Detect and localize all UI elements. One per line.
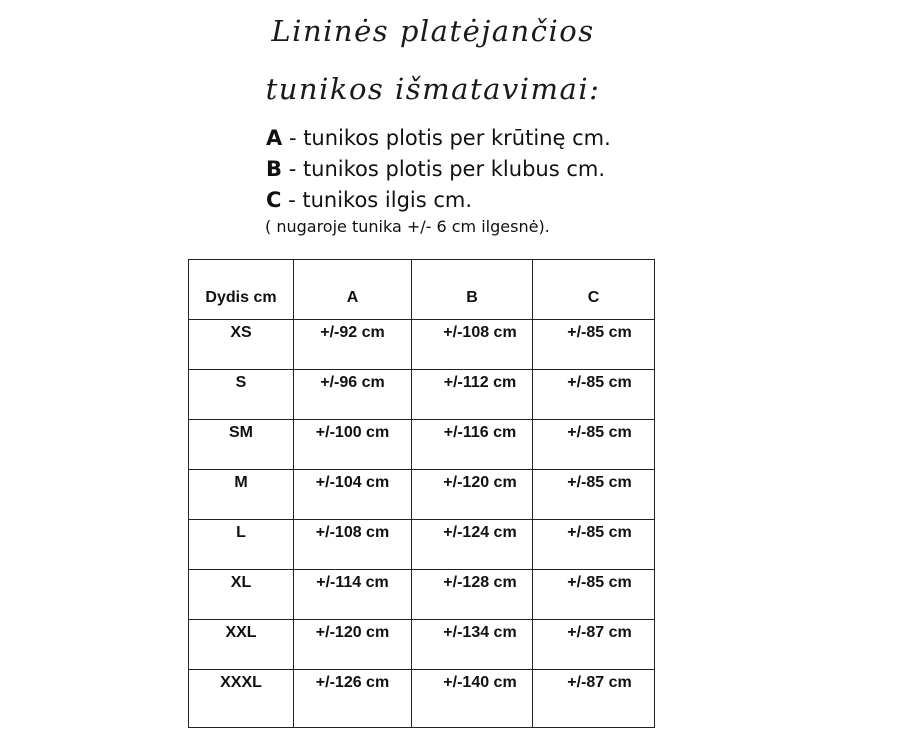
legend-text: - tunikos plotis per krūtinę cm. [282, 126, 611, 150]
table-row [189, 520, 655, 570]
legend-note: ( nugaroje tunika +/- 6 cm ilgesnė). [265, 217, 550, 236]
size-cell: XS [189, 320, 294, 370]
size-table [188, 259, 655, 728]
value-cell: +/-87 cm [533, 620, 655, 670]
value-cell: +/-96 cm [294, 370, 412, 420]
column-header: Dydis cm [189, 260, 294, 320]
value-cell: +/-85 cm [533, 420, 655, 470]
value-cell: +/-87 cm [533, 670, 655, 728]
value-cell: +/-85 cm [533, 470, 655, 520]
value-cell: +/-140 cm [412, 670, 533, 728]
value-cell: +/-120 cm [412, 470, 533, 520]
value-cell: +/-85 cm [533, 320, 655, 370]
table-row [189, 320, 655, 370]
size-cell: M [189, 470, 294, 520]
value-cell: +/-114 cm [294, 570, 412, 620]
legend-key: C [266, 188, 282, 212]
value-cell: +/-85 cm [533, 520, 655, 570]
table-row [189, 670, 655, 728]
value-cell: +/-85 cm [533, 370, 655, 420]
legend-key: B [266, 157, 283, 181]
column-header: A [294, 260, 412, 320]
value-cell: +/-126 cm [294, 670, 412, 728]
value-cell: +/-120 cm [294, 620, 412, 670]
table-row [189, 370, 655, 420]
legend-key: A [266, 126, 283, 150]
legend-item-c [266, 185, 611, 216]
table-row [189, 570, 655, 620]
value-cell: +/-100 cm [294, 420, 412, 470]
legend-text: - tunikos plotis per klubus cm. [282, 157, 606, 181]
size-cell: XL [189, 570, 294, 620]
value-cell: +/-116 cm [412, 420, 533, 470]
page-title: Lininės platėjančios [271, 14, 595, 48]
value-cell: +/-108 cm [412, 320, 533, 370]
value-cell: +/-128 cm [412, 570, 533, 620]
value-cell: +/-104 cm [294, 470, 412, 520]
page-subtitle: tunikos išmatavimai: [265, 72, 601, 106]
value-cell: +/-92 cm [294, 320, 412, 370]
table-row [189, 470, 655, 520]
legend-item-b [266, 154, 611, 185]
value-cell: +/-134 cm [412, 620, 533, 670]
value-cell: +/-124 cm [412, 520, 533, 570]
size-cell: S [189, 370, 294, 420]
table-row [189, 420, 655, 470]
column-header: B [412, 260, 533, 320]
table-row [189, 620, 655, 670]
value-cell: +/-85 cm [533, 570, 655, 620]
size-cell: L [189, 520, 294, 570]
column-header: C [533, 260, 655, 320]
size-cell: SM [189, 420, 294, 470]
size-cell: XXXL [189, 670, 294, 728]
legend-text: - tunikos ilgis cm. [281, 188, 473, 212]
value-cell: +/-108 cm [294, 520, 412, 570]
value-cell: +/-112 cm [412, 370, 533, 420]
table-header-row [189, 260, 655, 320]
measurement-legend [266, 123, 611, 238]
size-cell: XXL [189, 620, 294, 670]
legend-item-a [266, 123, 611, 154]
